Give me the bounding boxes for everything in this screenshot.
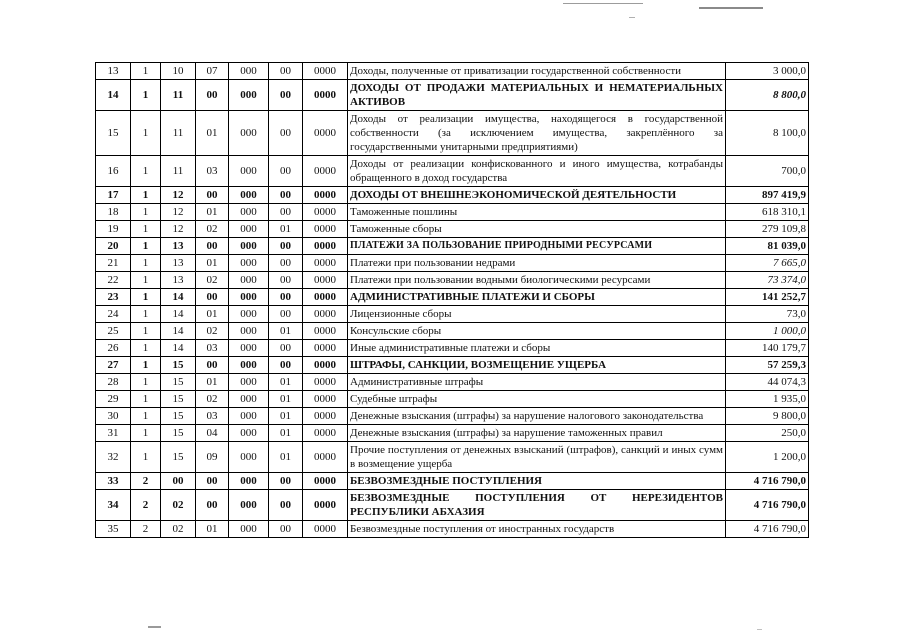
code-cell-4: 000 bbox=[229, 442, 269, 473]
code-cell-2: 12 bbox=[161, 204, 196, 221]
code-cell-2: 11 bbox=[161, 156, 196, 187]
code-cell-4: 000 bbox=[229, 63, 269, 80]
code-cell-4: 000 bbox=[229, 340, 269, 357]
row-number-cell: 16 bbox=[96, 156, 131, 187]
code-cell-6: 0000 bbox=[303, 425, 348, 442]
description-cell: Консульские сборы bbox=[348, 323, 726, 340]
scan-artifact-top-line-2 bbox=[699, 7, 763, 9]
description-cell: ДОХОДЫ ОТ ПРОДАЖИ МАТЕРИАЛЬНЫХ И НЕМАТЕРИАЛЬНЫХ АКТИВОВ bbox=[348, 80, 726, 111]
code-cell-2: 02 bbox=[161, 490, 196, 521]
code-cell-1: 1 bbox=[131, 340, 161, 357]
code-cell-3: 00 bbox=[196, 238, 229, 255]
code-cell-1: 1 bbox=[131, 255, 161, 272]
code-cell-2: 13 bbox=[161, 255, 196, 272]
code-cell-6: 0000 bbox=[303, 187, 348, 204]
code-cell-3: 03 bbox=[196, 156, 229, 187]
description-cell: Лицензионные сборы bbox=[348, 306, 726, 323]
code-cell-4: 000 bbox=[229, 357, 269, 374]
description-cell: Доходы от реализации имущества, находящегося в государственной собственности (за исключением имущества, закреплённого за государственными унитарными предприятиями) bbox=[348, 111, 726, 156]
code-cell-5: 01 bbox=[269, 221, 303, 238]
row-number-cell: 34 bbox=[96, 490, 131, 521]
code-cell-3: 02 bbox=[196, 323, 229, 340]
code-cell-2: 12 bbox=[161, 187, 196, 204]
code-cell-3: 01 bbox=[196, 204, 229, 221]
table-row bbox=[96, 255, 809, 272]
description-cell: Платежи при пользовании недрами bbox=[348, 255, 726, 272]
code-cell-6: 0000 bbox=[303, 221, 348, 238]
code-cell-4: 000 bbox=[229, 187, 269, 204]
row-number-cell: 28 bbox=[96, 374, 131, 391]
table-row bbox=[96, 204, 809, 221]
code-cell-4: 000 bbox=[229, 156, 269, 187]
code-cell-6: 0000 bbox=[303, 490, 348, 521]
row-number-cell: 29 bbox=[96, 391, 131, 408]
code-cell-1: 1 bbox=[131, 323, 161, 340]
code-cell-1: 1 bbox=[131, 272, 161, 289]
code-cell-3: 01 bbox=[196, 306, 229, 323]
scan-artifact-bottom-mark bbox=[148, 626, 161, 628]
amount-cell: 700,0 bbox=[726, 156, 809, 187]
code-cell-1: 1 bbox=[131, 391, 161, 408]
code-cell-5: 00 bbox=[269, 289, 303, 306]
code-cell-3: 00 bbox=[196, 187, 229, 204]
table-row bbox=[96, 323, 809, 340]
code-cell-2: 10 bbox=[161, 63, 196, 80]
table-row bbox=[96, 187, 809, 204]
code-cell-2: 15 bbox=[161, 374, 196, 391]
table-row bbox=[96, 408, 809, 425]
code-cell-6: 0000 bbox=[303, 156, 348, 187]
code-cell-2: 14 bbox=[161, 306, 196, 323]
amount-cell: 8 100,0 bbox=[726, 111, 809, 156]
code-cell-5: 00 bbox=[269, 238, 303, 255]
code-cell-2: 11 bbox=[161, 111, 196, 156]
description-cell: Безвозмездные поступления от иностранных государств bbox=[348, 521, 726, 538]
row-number-cell: 17 bbox=[96, 187, 131, 204]
table-row bbox=[96, 340, 809, 357]
row-number-cell: 33 bbox=[96, 473, 131, 490]
amount-cell: 618 310,1 bbox=[726, 204, 809, 221]
code-cell-2: 14 bbox=[161, 323, 196, 340]
code-cell-5: 00 bbox=[269, 187, 303, 204]
row-number-cell: 23 bbox=[96, 289, 131, 306]
description-cell: Доходы от реализации конфискованного и иного имущества, котрабанды обращенного в доход государства bbox=[348, 156, 726, 187]
table-row bbox=[96, 473, 809, 490]
row-number-cell: 24 bbox=[96, 306, 131, 323]
code-cell-6: 0000 bbox=[303, 306, 348, 323]
table-row bbox=[96, 490, 809, 521]
code-cell-1: 1 bbox=[131, 374, 161, 391]
code-cell-2: 02 bbox=[161, 521, 196, 538]
code-cell-3: 00 bbox=[196, 473, 229, 490]
code-cell-4: 000 bbox=[229, 306, 269, 323]
code-cell-1: 2 bbox=[131, 521, 161, 538]
code-cell-3: 02 bbox=[196, 391, 229, 408]
code-cell-1: 1 bbox=[131, 442, 161, 473]
code-cell-2: 13 bbox=[161, 272, 196, 289]
description-cell: БЕЗВОЗМЕЗДНЫЕ ПОСТУПЛЕНИЯ bbox=[348, 473, 726, 490]
code-cell-1: 1 bbox=[131, 63, 161, 80]
description-cell: Денежные взыскания (штрафы) за нарушение налогового законодательства bbox=[348, 408, 726, 425]
code-cell-2: 15 bbox=[161, 425, 196, 442]
code-cell-3: 00 bbox=[196, 289, 229, 306]
code-cell-4: 000 bbox=[229, 80, 269, 111]
code-cell-1: 2 bbox=[131, 473, 161, 490]
code-cell-1: 1 bbox=[131, 289, 161, 306]
row-number-cell: 15 bbox=[96, 111, 131, 156]
amount-cell: 73 374,0 bbox=[726, 272, 809, 289]
amount-cell: 3 000,0 bbox=[726, 63, 809, 80]
amount-cell: 140 179,7 bbox=[726, 340, 809, 357]
code-cell-5: 01 bbox=[269, 323, 303, 340]
budget-revenue-table bbox=[95, 62, 809, 538]
code-cell-6: 0000 bbox=[303, 272, 348, 289]
row-number-cell: 35 bbox=[96, 521, 131, 538]
table-row bbox=[96, 289, 809, 306]
description-cell: ПЛАТЕЖИ ЗА ПОЛЬЗОВАНИЕ ПРИРОДНЫМИ РЕСУРСАМИ bbox=[348, 238, 726, 255]
code-cell-5: 01 bbox=[269, 442, 303, 473]
code-cell-6: 0000 bbox=[303, 374, 348, 391]
amount-cell: 8 800,0 bbox=[726, 80, 809, 111]
code-cell-3: 01 bbox=[196, 521, 229, 538]
code-cell-5: 00 bbox=[269, 473, 303, 490]
table-row bbox=[96, 391, 809, 408]
code-cell-5: 00 bbox=[269, 204, 303, 221]
code-cell-5: 00 bbox=[269, 156, 303, 187]
amount-cell: 1 935,0 bbox=[726, 391, 809, 408]
description-cell: Платежи при пользовании водными биологическими ресурсами bbox=[348, 272, 726, 289]
row-number-cell: 26 bbox=[96, 340, 131, 357]
table-row bbox=[96, 272, 809, 289]
code-cell-6: 0000 bbox=[303, 521, 348, 538]
code-cell-6: 0000 bbox=[303, 442, 348, 473]
code-cell-6: 0000 bbox=[303, 391, 348, 408]
code-cell-4: 000 bbox=[229, 490, 269, 521]
code-cell-5: 00 bbox=[269, 63, 303, 80]
scan-artifact-bottom-dot bbox=[757, 629, 762, 630]
description-cell: Прочие поступления от денежных взысканий (штрафов), санкций и иных сумм в возмещение ущерба bbox=[348, 442, 726, 473]
table-row bbox=[96, 521, 809, 538]
table-row bbox=[96, 221, 809, 238]
amount-cell: 141 252,7 bbox=[726, 289, 809, 306]
description-cell: БЕЗВОЗМЕЗДНЫЕ ПОСТУПЛЕНИЯ ОТ НЕРЕЗИДЕНТОВ РЕСПУБЛИКИ АБХАЗИЯ bbox=[348, 490, 726, 521]
code-cell-4: 000 bbox=[229, 391, 269, 408]
code-cell-3: 07 bbox=[196, 63, 229, 80]
code-cell-3: 00 bbox=[196, 357, 229, 374]
amount-cell: 897 419,9 bbox=[726, 187, 809, 204]
description-cell: Судебные штрафы bbox=[348, 391, 726, 408]
code-cell-4: 000 bbox=[229, 323, 269, 340]
amount-cell: 4 716 790,0 bbox=[726, 490, 809, 521]
code-cell-2: 14 bbox=[161, 340, 196, 357]
code-cell-6: 0000 bbox=[303, 255, 348, 272]
code-cell-5: 00 bbox=[269, 490, 303, 521]
budget-table-body bbox=[96, 63, 809, 538]
row-number-cell: 22 bbox=[96, 272, 131, 289]
description-cell: Таможенные сборы bbox=[348, 221, 726, 238]
code-cell-5: 00 bbox=[269, 80, 303, 111]
code-cell-1: 1 bbox=[131, 156, 161, 187]
code-cell-3: 01 bbox=[196, 111, 229, 156]
code-cell-4: 000 bbox=[229, 374, 269, 391]
table-row bbox=[96, 80, 809, 111]
code-cell-2: 15 bbox=[161, 357, 196, 374]
code-cell-6: 0000 bbox=[303, 473, 348, 490]
code-cell-6: 0000 bbox=[303, 357, 348, 374]
code-cell-1: 1 bbox=[131, 204, 161, 221]
code-cell-3: 01 bbox=[196, 255, 229, 272]
code-cell-3: 09 bbox=[196, 442, 229, 473]
code-cell-2: 00 bbox=[161, 473, 196, 490]
amount-cell: 57 259,3 bbox=[726, 357, 809, 374]
amount-cell: 44 074,3 bbox=[726, 374, 809, 391]
amount-cell: 279 109,8 bbox=[726, 221, 809, 238]
row-number-cell: 13 bbox=[96, 63, 131, 80]
row-number-cell: 30 bbox=[96, 408, 131, 425]
code-cell-6: 0000 bbox=[303, 80, 348, 111]
code-cell-2: 13 bbox=[161, 238, 196, 255]
row-number-cell: 25 bbox=[96, 323, 131, 340]
table-row bbox=[96, 63, 809, 80]
amount-cell: 4 716 790,0 bbox=[726, 473, 809, 490]
code-cell-5: 01 bbox=[269, 391, 303, 408]
code-cell-5: 00 bbox=[269, 272, 303, 289]
amount-cell: 73,0 bbox=[726, 306, 809, 323]
code-cell-4: 000 bbox=[229, 238, 269, 255]
table-row bbox=[96, 357, 809, 374]
code-cell-6: 0000 bbox=[303, 63, 348, 80]
amount-cell: 1 000,0 bbox=[726, 323, 809, 340]
row-number-cell: 32 bbox=[96, 442, 131, 473]
code-cell-3: 00 bbox=[196, 80, 229, 111]
code-cell-4: 000 bbox=[229, 111, 269, 156]
code-cell-6: 0000 bbox=[303, 408, 348, 425]
row-number-cell: 31 bbox=[96, 425, 131, 442]
code-cell-2: 15 bbox=[161, 408, 196, 425]
code-cell-3: 02 bbox=[196, 221, 229, 238]
code-cell-6: 0000 bbox=[303, 323, 348, 340]
code-cell-5: 00 bbox=[269, 357, 303, 374]
code-cell-6: 0000 bbox=[303, 289, 348, 306]
code-cell-1: 1 bbox=[131, 357, 161, 374]
code-cell-4: 000 bbox=[229, 255, 269, 272]
code-cell-1: 1 bbox=[131, 221, 161, 238]
row-number-cell: 21 bbox=[96, 255, 131, 272]
code-cell-5: 00 bbox=[269, 255, 303, 272]
description-cell: ШТРАФЫ, САНКЦИИ, ВОЗМЕЩЕНИЕ УЩЕРБА bbox=[348, 357, 726, 374]
code-cell-4: 000 bbox=[229, 408, 269, 425]
description-cell: Таможенные пошлины bbox=[348, 204, 726, 221]
code-cell-4: 000 bbox=[229, 289, 269, 306]
code-cell-1: 1 bbox=[131, 187, 161, 204]
row-number-cell: 14 bbox=[96, 80, 131, 111]
code-cell-1: 1 bbox=[131, 306, 161, 323]
code-cell-2: 15 bbox=[161, 442, 196, 473]
amount-cell: 4 716 790,0 bbox=[726, 521, 809, 538]
code-cell-6: 0000 bbox=[303, 238, 348, 255]
code-cell-5: 00 bbox=[269, 111, 303, 156]
amount-cell: 1 200,0 bbox=[726, 442, 809, 473]
code-cell-3: 03 bbox=[196, 340, 229, 357]
code-cell-2: 14 bbox=[161, 289, 196, 306]
amount-cell: 9 800,0 bbox=[726, 408, 809, 425]
table-row bbox=[96, 425, 809, 442]
code-cell-2: 11 bbox=[161, 80, 196, 111]
description-cell: Иные административные платежи и сборы bbox=[348, 340, 726, 357]
code-cell-4: 000 bbox=[229, 521, 269, 538]
code-cell-3: 01 bbox=[196, 374, 229, 391]
code-cell-6: 0000 bbox=[303, 340, 348, 357]
amount-cell: 250,0 bbox=[726, 425, 809, 442]
row-number-cell: 18 bbox=[96, 204, 131, 221]
code-cell-1: 2 bbox=[131, 490, 161, 521]
description-cell: ДОХОДЫ ОТ ВНЕШНЕЭКОНОМИЧЕСКОЙ ДЕЯТЕЛЬНОСТИ bbox=[348, 187, 726, 204]
code-cell-3: 02 bbox=[196, 272, 229, 289]
code-cell-5: 01 bbox=[269, 408, 303, 425]
code-cell-6: 0000 bbox=[303, 204, 348, 221]
code-cell-3: 04 bbox=[196, 425, 229, 442]
code-cell-5: 00 bbox=[269, 521, 303, 538]
code-cell-2: 15 bbox=[161, 391, 196, 408]
code-cell-2: 12 bbox=[161, 221, 196, 238]
table-row bbox=[96, 238, 809, 255]
code-cell-1: 1 bbox=[131, 425, 161, 442]
code-cell-3: 03 bbox=[196, 408, 229, 425]
row-number-cell: 27 bbox=[96, 357, 131, 374]
description-cell: Денежные взыскания (штрафы) за нарушение таможенных правил bbox=[348, 425, 726, 442]
code-cell-5: 01 bbox=[269, 425, 303, 442]
code-cell-1: 1 bbox=[131, 111, 161, 156]
scan-artifact-top-dot bbox=[629, 17, 635, 18]
table-row bbox=[96, 306, 809, 323]
code-cell-5: 00 bbox=[269, 306, 303, 323]
row-number-cell: 19 bbox=[96, 221, 131, 238]
code-cell-1: 1 bbox=[131, 238, 161, 255]
code-cell-4: 000 bbox=[229, 473, 269, 490]
code-cell-3: 00 bbox=[196, 490, 229, 521]
table-row bbox=[96, 442, 809, 473]
description-cell: Административные штрафы bbox=[348, 374, 726, 391]
code-cell-1: 1 bbox=[131, 80, 161, 111]
code-cell-1: 1 bbox=[131, 408, 161, 425]
table-row bbox=[96, 111, 809, 156]
amount-cell: 7 665,0 bbox=[726, 255, 809, 272]
code-cell-6: 0000 bbox=[303, 111, 348, 156]
code-cell-4: 000 bbox=[229, 425, 269, 442]
table-row bbox=[96, 156, 809, 187]
code-cell-5: 01 bbox=[269, 374, 303, 391]
code-cell-4: 000 bbox=[229, 272, 269, 289]
description-cell: АДМИНИСТРАТИВНЫЕ ПЛАТЕЖИ И СБОРЫ bbox=[348, 289, 726, 306]
row-number-cell: 20 bbox=[96, 238, 131, 255]
amount-cell: 81 039,0 bbox=[726, 238, 809, 255]
code-cell-5: 00 bbox=[269, 340, 303, 357]
code-cell-4: 000 bbox=[229, 221, 269, 238]
code-cell-4: 000 bbox=[229, 204, 269, 221]
table-row bbox=[96, 374, 809, 391]
description-cell: Доходы, полученные от приватизации государственной собственности bbox=[348, 63, 726, 80]
scan-artifact-top-line-1 bbox=[563, 3, 643, 4]
